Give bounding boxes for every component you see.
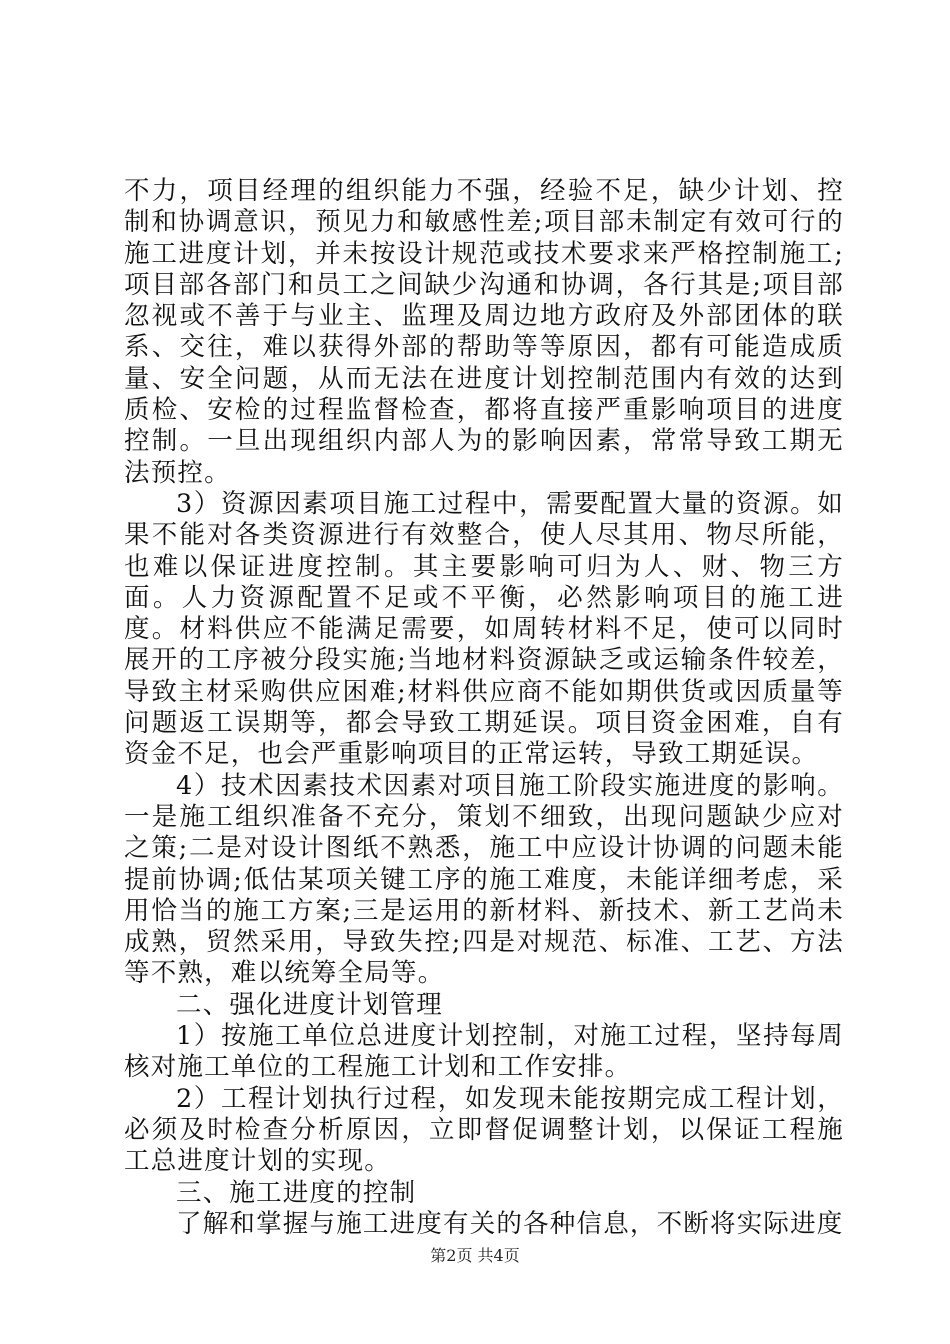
section-heading-schedule-management: 二、强化进度计划管理 — [176, 989, 444, 1020]
section-heading-progress-control: 三、施工进度的控制 — [176, 1177, 417, 1208]
paragraph-item-2: 2）工程计划执行过程，如发现未能按期完成工程计划，必须及时检查分析原因，立即督促调整计划，以保证工程施工总进度计划的实现。 — [124, 1083, 844, 1177]
paragraph-resource-factors: 3）资源因素项目施工过程中，需要配置大量的资源。如果不能对各类资源进行有效整合，使人尽其用、物尽所能，也难以保证进度控制。其主要影响可归为人、财、物三方面。人力资源配置不足或不平衡，必然影响项目的施工进度。材料供应不能满足需要，如周转材料不足，使可以同时展开的工序被分段实施;当地材料资源缺乏或运输条件较差，导致主材采购供应困难;材料供应商不能如期供货或因质量等问题返工误期等，都会导致工期延误。项目资金困难，自有资金不足，也会严重影响项目的正常运转，导致工期延误。 — [124, 488, 844, 770]
paragraph-technical-factors: 4）技术因素技术因素对项目施工阶段实施进度的影响。一是施工组织准备不充分，策划不细致，出现问题缺少应对之策;二是对设计图纸不熟悉，施工中应设计协调的问题未能提前协调;低估某项关键工序的施工难度，未能详细考虑，采用恰当的施工方案;三是运用的新材料、新技术、新工艺尚未成熟，贸然采用，导致失控;四是对规范、标准、工艺、方法等不熟，难以统筹全局等。 — [124, 770, 844, 989]
paragraph-continuation: 不力，项目经理的组织能力不强，经验不足，缺少计划、控制和协调意识，预见力和敏感性差;项目部未制定有效可行的施工进度计划，并未按设计规范或技术要求来严格控制施工;项目部各部门和员工之间缺少沟通和协调，各行其是;项目部忽视或不善于与业主、监理及周边地方政府及外部团体的联系、交往，难以获得外部的帮助等等原因，都有可能造成质量、安全问题，从而无法在进度计划控制范围内有效的达到质检、安检的过程监督检查，都将直接严重影响项目的进度控制。一旦出现组织内部人为的影响因素，常常导致工期无法预控。 — [124, 176, 844, 488]
page-number-footer: 第2页 共4页 — [430, 1246, 520, 1265]
document-body — [124, 176, 844, 1240]
paragraph-progress-info: 了解和掌握与施工进度有关的各种信息，不断将实际进度 — [176, 1208, 844, 1239]
paragraph-item-1: 1）按施工单位总进度计划控制，对施工过程，坚持每周核对施工单位的工程施工计划和工作安排。 — [124, 1021, 844, 1083]
